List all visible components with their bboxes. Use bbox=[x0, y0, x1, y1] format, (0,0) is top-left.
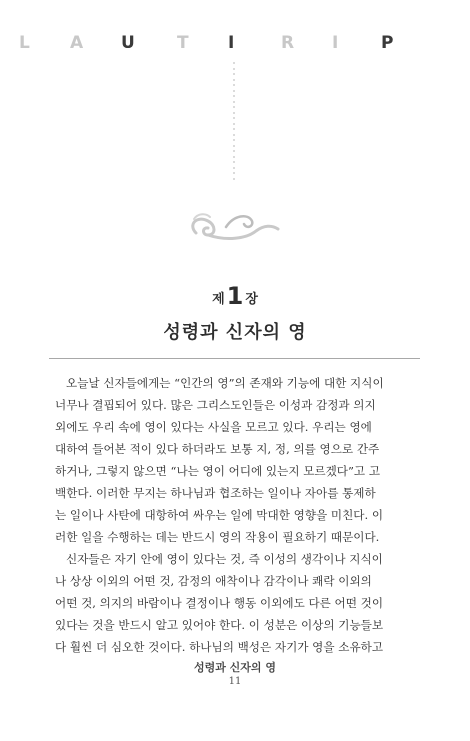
text-line: 있다는 것을 반드시 알고 있어야 한다. 이 성분은 이상의 기능들보 bbox=[55, 618, 384, 632]
decoration-dot bbox=[233, 128, 235, 130]
decoration-dot bbox=[233, 134, 235, 136]
chapter-suffix: 장 bbox=[245, 292, 258, 307]
decoration-dot bbox=[233, 161, 235, 163]
header-letter: T bbox=[177, 33, 189, 53]
text-line: 어떤 것, 의지의 바람이나 결정이나 행동 이외에도 다른 어떤 것이 bbox=[55, 596, 384, 610]
decoration-dot bbox=[233, 112, 235, 114]
decoration-dot bbox=[233, 117, 235, 119]
decoration-dot bbox=[233, 73, 235, 75]
text-line: 오늘날 신자들에게는 “인간의 영”의 존재와 기능에 대한 지식이 bbox=[66, 376, 384, 390]
text-line: 너무나 결핍되어 있다. 많은 그리스도인들은 이성과 감정과 의지 bbox=[55, 398, 376, 412]
header-letter: R bbox=[281, 33, 295, 53]
decoration-dot bbox=[233, 150, 235, 152]
decoration-dot bbox=[233, 68, 235, 70]
text-line: 다 훨씬 더 심오한 것이다. 하나님의 백성은 자기가 영을 소유하고 bbox=[55, 640, 384, 654]
text-line: 외에도 우리 속에 영이 있다는 사실을 모르고 있다. 우리는 영에 bbox=[55, 420, 372, 434]
decoration-dot bbox=[233, 84, 235, 86]
running-header bbox=[0, 33, 470, 53]
decoration-dot bbox=[233, 156, 235, 158]
decoration-dot bbox=[233, 62, 235, 64]
dotted-line-decoration bbox=[232, 62, 236, 182]
decoration-dot bbox=[233, 106, 235, 108]
chapter-title: 성령과 신자의 영 bbox=[163, 322, 307, 343]
chapter-prefix: 제 bbox=[212, 292, 225, 307]
decoration-dot bbox=[233, 139, 235, 141]
header-letter: I bbox=[228, 33, 235, 53]
header-letter: A bbox=[70, 33, 84, 53]
text-line: 러한 일을 수행하는 데는 반드시 영의 작용이 필요하기 때문이다. bbox=[55, 530, 380, 544]
header-letter: U bbox=[121, 33, 135, 53]
header-letter: P bbox=[381, 33, 394, 53]
decoration-dot bbox=[233, 145, 235, 147]
text-line: 신자들은 자기 안에 영이 있다는 것, 즉 이성의 생각이나 지식이 bbox=[66, 552, 383, 566]
text-line: 하거나, 그렇지 않으면 “나는 영이 어디에 있는지 모르겠다”고 고 bbox=[55, 464, 381, 478]
divider-rule bbox=[49, 358, 420, 359]
decoration-dot bbox=[233, 90, 235, 92]
text-line: 대하여 들어본 적이 있다 하더라도 보통 지, 정, 의를 영으로 간주 bbox=[55, 442, 380, 456]
paragraph bbox=[55, 548, 411, 658]
decoration-dot bbox=[233, 101, 235, 103]
decoration-dot bbox=[233, 79, 235, 81]
header-letter: L bbox=[19, 33, 30, 53]
text-line: 백한다. 이러한 무지는 하나님과 협조하는 일이나 자아를 통제하 bbox=[55, 486, 376, 500]
decoration-dot bbox=[233, 95, 235, 97]
footer-running-title: 성령과 신자의 영 bbox=[193, 661, 277, 674]
decoration-dot bbox=[233, 123, 235, 125]
swirl-ornament-icon bbox=[186, 205, 284, 245]
text-line: 나 상상 이외의 어떤 것, 감정의 애착이나 감각이나 쾌락 이외의 bbox=[55, 574, 372, 588]
decoration-dot bbox=[233, 167, 235, 169]
chapter-number-heading bbox=[0, 282, 470, 310]
decoration-dot bbox=[233, 178, 235, 180]
body-text bbox=[55, 372, 411, 658]
header-letter: I bbox=[332, 33, 339, 53]
page-number: 11 bbox=[228, 676, 242, 687]
text-line: 는 일이나 사탄에 대항하여 싸우는 일에 막대한 영향을 미친다. 이 bbox=[55, 508, 384, 522]
decoration-dot bbox=[233, 172, 235, 174]
chapter-number: 1 bbox=[226, 282, 244, 310]
paragraph bbox=[55, 372, 411, 548]
